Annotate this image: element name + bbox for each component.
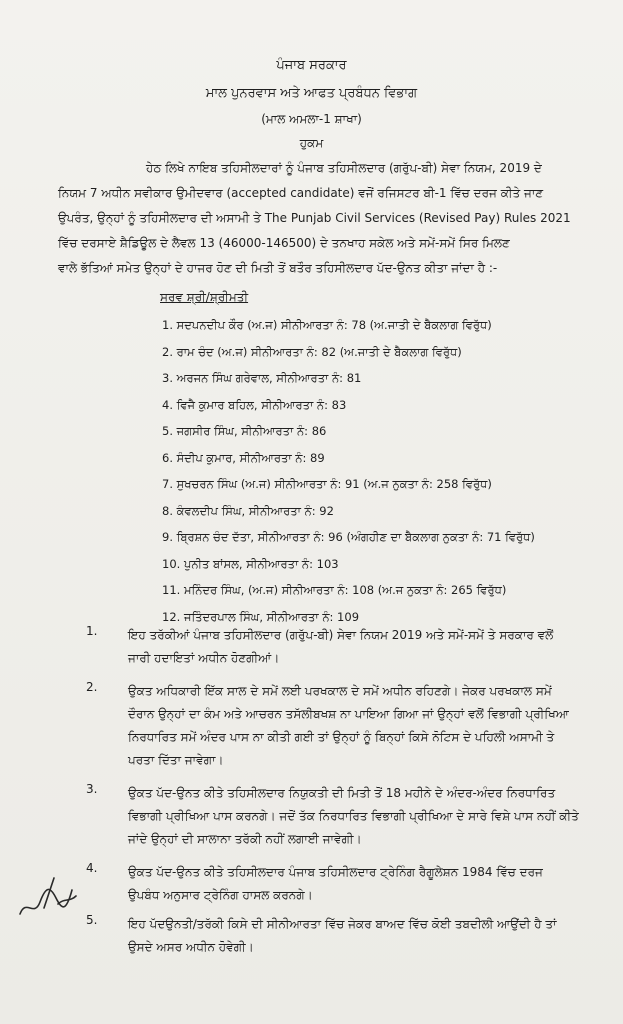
intro-line: ਨਿਯਮ 7 ਅਧੀਨ ਸਵੀਕਾਰ ਉਮੀਦਵਾਰ (accepted candidate) ਵਜੋਂ ਰਜਿਸਟਰ ਬੀ-1 ਵਿੱਚ ਦਰਜ ਕੀਤੇ ਜਾਣ: [58, 186, 544, 200]
header-branch: (ਮਾਲ ਅਮਲਾ-1 ਸ਼ਾਖਾ): [261, 112, 362, 126]
condition-paragraph: [40, 624, 610, 670]
promoted-officers-list: [162, 312, 602, 630]
salutation: ਸਰਵ ਸ਼੍ਰੀ/ਸ਼੍ਰੀਮਤੀ: [160, 290, 249, 304]
condition-paragraph: [40, 680, 610, 772]
list-item: 10. ਪੁਨੀਤ ਬਾਂਸਲ, ਸੀਨੀਆਰਤਾ ਨੰ: 103: [162, 556, 339, 571]
paragraph-number: 2.: [86, 680, 98, 694]
paragraph-line: ਇਹ ਤਰੱਕੀਆਂ ਪੰਜਾਬ ਤਹਿਸੀਲਦਾਰ (ਗਰੁੱਪ-ਬੀ) ਸੇਵਾ ਨਿਯਮ 2019 ਅਤੇ ਸਮੇਂ-ਸਮੇਂ ਤੇ ਸਰਕਾਰ ਵਲੋਂ: [128, 628, 554, 642]
list-item: 7. ਸੁਖਚਰਨ ਸਿੰਘ (ਅ.ਜ) ਸੀਨੀਆਰਤਾ ਨੰ: 91 (ਅ.ਜ ਨੁਕਤਾ ਨੰ: 258 ਵਿਰੁੱਧ): [162, 477, 492, 491]
header-government: ਪੰਜਾਬ ਸਰਕਾਰ: [276, 58, 347, 73]
list-item: 4. ਵਿਜੈ ਕੁਮਾਰ ਬਹਿਲ, ਸੀਨੀਆਰਤਾ ਨੰ: 83: [162, 397, 347, 412]
paragraph-line: ਦੌਰਾਨ ਉਨ੍ਹਾਂ ਦਾ ਕੰਮ ਅਤੇ ਆਚਰਨ ਤਸੱਲੀਬਖਸ਼ ਨਾ ਪਾਇਆ ਗਿਆ ਜਾਂ ਉਨ੍ਹਾਂ ਵਲੋਂ ਵਿਭਾਗੀ ਪ੍ਰੀਖਿਆ: [128, 707, 569, 721]
paragraph-number: 4.: [86, 861, 98, 875]
list-item: 5. ਜਗਸੀਰ ਸਿੰਘ, ਸੀਨੀਆਰਤਾ ਨੰ: 86: [162, 424, 327, 438]
list-item: 9. ਬ੍ਰਿਸ਼ਨ ਚੰਦ ਦੱਤਾ, ਸੀਨੀਆਰਤਾ ਨੰ: 96 (ਅੰਗਹੀਣ ਦਾ ਬੈਕਲਾਗ ਨੁਕਤਾ ਨੰ: 71 ਵਿਰੁੱਧ): [162, 530, 535, 544]
condition-paragraph: [40, 861, 610, 907]
list-item: 2. ਰਾਮ ਚੰਦ (ਅ.ਜ) ਸੀਨੀਆਰਤਾ ਨੰ: 82 (ਅ.ਜਾਤੀ ਦੇ ਬੈਕਲਾਗ ਵਿਰੁੱਧ): [162, 344, 462, 359]
paragraph-line: ਇਹ ਪੱਦਉਨਤੀ/ਤਰੱਕੀ ਕਿਸੇ ਦੀ ਸੀਨੀਆਰਤਾ ਵਿੱਚ ਜੇਕਰ ਬਾਅਦ ਵਿੱਚ ਕੋਈ ਤਬਦੀਲੀ ਆਉਂਦੀ ਹੈ ਤਾਂ: [128, 917, 557, 931]
paragraph-line: ਜਾਰੀ ਹਦਾਇਤਾਂ ਅਧੀਨ ਹੋਣਗੀਆਂ।: [128, 651, 280, 665]
intro-line: ਉਪਰੰਤ, ਉਨ੍ਹਾਂ ਨੂੰ ਤਹਿਸੀਲਦਾਰ ਦੀ ਅਸਾਮੀ ਤੇ The Punjab Civil Services (Revised Pay) Rules 2021: [58, 211, 571, 225]
list-item: 6. ਸੰਦੀਪ ਕੁਮਾਰ, ਸੀਨੀਆਰਤਾ ਨੰ: 89: [162, 450, 325, 465]
intro-line: ਵਾਲੇ ਭੱਤਿਆਂ ਸਮੇਤ ਉਨ੍ਹਾਂ ਦੇ ਹਾਜਰ ਹੋਣ ਦੀ ਮਿਤੀ ਤੋਂ ਬਤੌਰ ਤਹਿਸੀਲਦਾਰ ਪੱਦ-ਉਨਤ ਕੀਤਾ ਜਾਂਦਾ ਹੈ :-: [58, 261, 498, 275]
paragraph-number: 3.: [86, 782, 98, 796]
list-item: 3. ਅਰਜਨ ਸਿੰਘ ਗਰੇਵਾਲ, ਸੀਨੀਆਰਤਾ ਨੰ: 81: [162, 371, 362, 385]
intro-line: ਹੇਠ ਲਿਖੇ ਨਾਇਬ ਤਹਿਸੀਲਦਾਰਾਂ ਨੂੰ ਪੰਜਾਬ ਤਹਿਸੀਲਦਾਰ (ਗਰੁੱਪ-ਬੀ) ਸੇਵਾ ਨਿਯਮ, 2019 ਦੇ: [146, 161, 542, 175]
paragraph-number: 5.: [86, 913, 98, 927]
paragraph-line: ਉਕਤ ਅਧਿਕਾਰੀ ਇੱਕ ਸਾਲ ਦੇ ਸਮੇਂ ਲਈ ਪਰਖਕਾਲ ਦੇ ਸਮੇਂ ਅਧੀਨ ਰਹਿਣਗੇ। ਜੇਕਰ ਪਰਖਕਾਲ ਸਮੇਂ: [128, 684, 552, 698]
paragraph-line: ਨਿਰਧਾਰਿਤ ਸਮੇਂ ਅੰਦਰ ਪਾਸ ਨਾ ਕੀਤੀ ਗਈ ਤਾਂ ਉਨ੍ਹਾਂ ਨੂੰ ਬਿਨ੍ਹਾਂ ਕਿਸੇ ਨੋਟਿਸ ਦੇ ਪਹਿਲੀ ਅਸਾਮੀ ਤੇ: [128, 730, 555, 744]
condition-paragraph: [40, 782, 610, 851]
list-item: 12. ਜਤਿੰਦਰਪਾਲ ਸਿੰਘ, ਸੀਨੀਆਰਤਾ ਨੰ: 109: [162, 609, 360, 624]
paragraph-number: 1.: [86, 624, 98, 638]
list-item: 1. ਸਦਪਨਦੀਪ ਕੌਰ (ਅ.ਜ) ਸੀਨੀਆਰਤਾ ਨੰ: 78 (ਅ.ਜਾਤੀ ਦੇ ਬੈਕਲਾਗ ਵਿਰੁੱਧ): [162, 318, 492, 332]
paragraph-line: ਵਿਭਾਗੀ ਪ੍ਰੀਖਿਆ ਪਾਸ ਕਰਨਗੇ। ਜਦੋਂ ਤੱਕ ਨਿਰਧਾਰਿਤ ਵਿਭਾਗੀ ਪ੍ਰੀਖਿਆ ਦੇ ਸਾਰੇ ਵਿਸ਼ੇ ਪਾਸ ਨਹੀਂ ਕੀਤੇ: [128, 809, 579, 823]
condition-paragraph: [40, 913, 610, 959]
paragraph-line: ਉਕਤ ਪੱਦ-ਉਨਤ ਕੀਤੇ ਤਹਿਸੀਲਦਾਰ ਪੰਜਾਬ ਤਹਿਸੀਲਦਾਰ ਟ੍ਰੇਨਿੰਗ ਰੈਗੂਲੇਸ਼ਨ 1984 ਵਿੱਚ ਦਰਜ: [128, 865, 543, 879]
list-item: 8. ਕੰਵਲਦੀਪ ਸਿੰਘ, ਸੀਨੀਆਰਤਾ ਨੰ: 92: [162, 503, 334, 518]
paragraph-line: ਜਾਂਦੇ ਉਨ੍ਹਾਂ ਦੀ ਸਾਲਾਨਾ ਤਰੱਕੀ ਨਹੀਂ ਲਗਾਈ ਜਾਵੇਗੀ।: [128, 832, 362, 846]
paragraph-line: ਪਰਤਾ ਦਿੱਤਾ ਜਾਵੇਗਾ।: [128, 753, 224, 767]
header-department: ਮਾਲ ਪੁਨਰਵਾਸ ਅਤੇ ਆਫਤ ਪ੍ਰਬੰਧਨ ਵਿਭਾਗ: [205, 86, 418, 101]
handwritten-signature: [14, 868, 84, 928]
paragraph-line: ਉਸਦੇ ਅਸਰ ਅਧੀਨ ਹੋਵੇਗੀ।: [128, 940, 254, 954]
intro-paragraph: [58, 156, 606, 281]
paragraph-line: ਉਕਤ ਪੱਦ-ਉਨਤ ਕੀਤੇ ਤਹਿਸੀਲਦਾਰ ਨਿਯੁਕਤੀ ਦੀ ਮਿਤੀ ਤੋਂ 18 ਮਹੀਨੇ ਦੇ ਅੰਦਰ-ਅੰਦਰ ਨਿਰਧਾਰਿਤ: [128, 786, 556, 800]
list-item: 11. ਮਨਿੰਦਰ ਸਿੰਘ, (ਅ.ਜ) ਸੀਨੀਆਰਤਾ ਨੰ: 108 (ਅ.ਜ ਨੁਕਤਾ ਨੰ: 265 ਵਿਰੁੱਧ): [162, 583, 507, 597]
intro-line: ਵਿੱਚ ਦਰਸਾਏ ਸ਼ੈਡਿਊਲ ਦੇ ਲੈਵਲ 13 (46000-146500) ਦੇ ਤਨਖਾਹ ਸਕੇਲ ਅਤੇ ਸਮੇਂ-ਸਮੇਂ ਸਿਰ ਮਿਲਣ: [58, 236, 510, 250]
header-order-title: ਹੁਕਮ: [299, 136, 324, 150]
conditions-section: [40, 624, 610, 965]
paragraph-line: ਉਪਬੰਧ ਅਨੁਸਾਰ ਟ੍ਰੇਨਿੰਗ ਹਾਸਲ ਕਰਨਗੇ।: [128, 888, 313, 902]
